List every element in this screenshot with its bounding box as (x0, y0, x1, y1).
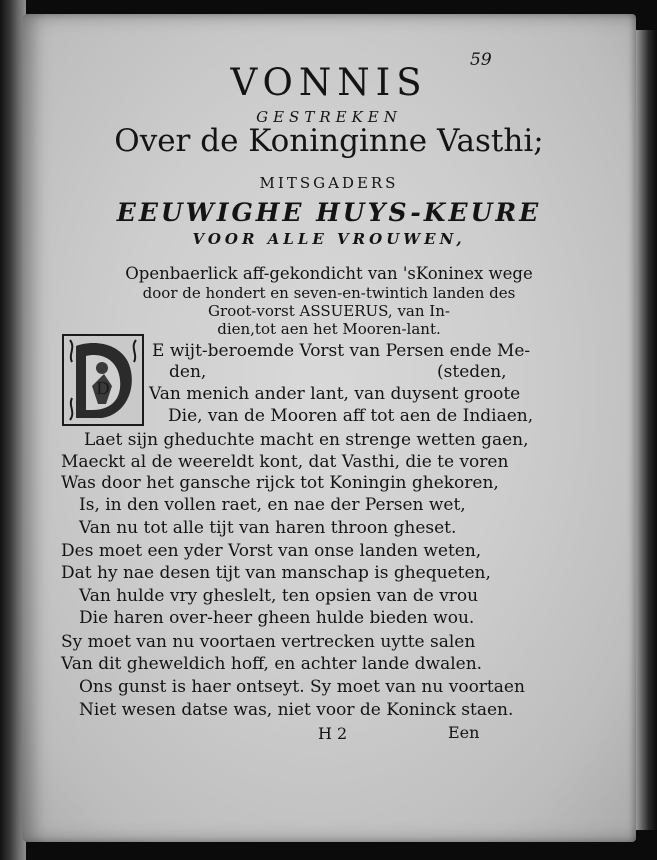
title-decree: EEUWIGHE HUYS-KEURE (116, 198, 542, 227)
verse-line: E wijt-beroemde Vorst van Persen ende Me- (152, 341, 531, 361)
catchword: Een (448, 723, 480, 742)
verse-line: Van hulde vry gheslelt, ten opsien van de vrou (79, 586, 479, 606)
subtitle-line: dien,tot aen het Mooren-lant. (217, 320, 441, 338)
verse-line: Van dit gheweldich hoff, en achter lande dwalen. (61, 654, 483, 674)
page-edge-shadow (636, 30, 657, 830)
verse-line: Van nu tot alle tijt van haren throon gheset. (79, 518, 457, 538)
title-conjunction: MITSGADERS (259, 174, 399, 192)
verse-line: Is, in den vollen raet, en nae der Persen wet, (79, 495, 466, 515)
verse-line: (steden, (437, 362, 507, 382)
signature-mark: H 2 (318, 724, 348, 743)
verse-line: Niet wesen datse was, niet voor de Koninck staen. (79, 700, 514, 720)
verse-line: Die, van de Mooren aff tot aen de Indiaen, (168, 406, 534, 426)
verse-line: Die haren over-heer gheen hulde bieden wou. (79, 608, 475, 628)
verse-line: Ons gunst is haer ontseyt. Sy moet van nu voortaen (79, 677, 525, 697)
verse-line: Van menich ander lant, van duysent groote (149, 384, 521, 404)
title-for-all-women: VOOR ALLE VROUWEN, (192, 230, 466, 248)
title-subheading: GESTREKEN (256, 108, 402, 126)
verse-line: Laet sijn gheduchte macht en strenge wetten gaen, (84, 430, 529, 450)
ornamental-drop-cap (62, 334, 144, 426)
title-main: VONNIS (230, 61, 428, 104)
drop-cap-letter: D (96, 378, 110, 398)
book-page (22, 14, 636, 842)
subtitle-line: Groot-vorst ASSUERUS, van In- (208, 302, 450, 320)
verse-line: Was door het gansche rijck tot Koningin ghekoren, (61, 473, 499, 493)
verse-line: den, (169, 362, 207, 382)
subtitle-line: door de hondert en seven-en-twintich landen des (142, 284, 516, 302)
verse-line: Maeckt al de weereldt kont, dat Vasthi, die te voren (61, 452, 509, 472)
verse-line: Sy moet van nu voortaen vertrecken uytte salen (61, 632, 476, 652)
subtitle-line: Openbaerlick aff-gekondicht van 'sKoninex wege (125, 264, 533, 283)
page-number: 59 (470, 50, 492, 70)
verse-line: Dat hy nae desen tijt van manschap is ghequeten, (61, 563, 491, 583)
title-line-queen: Over de Koninginne Vasthi; (114, 123, 544, 159)
verse-line: Des moet een yder Vorst van onse landen weten, (61, 541, 482, 561)
